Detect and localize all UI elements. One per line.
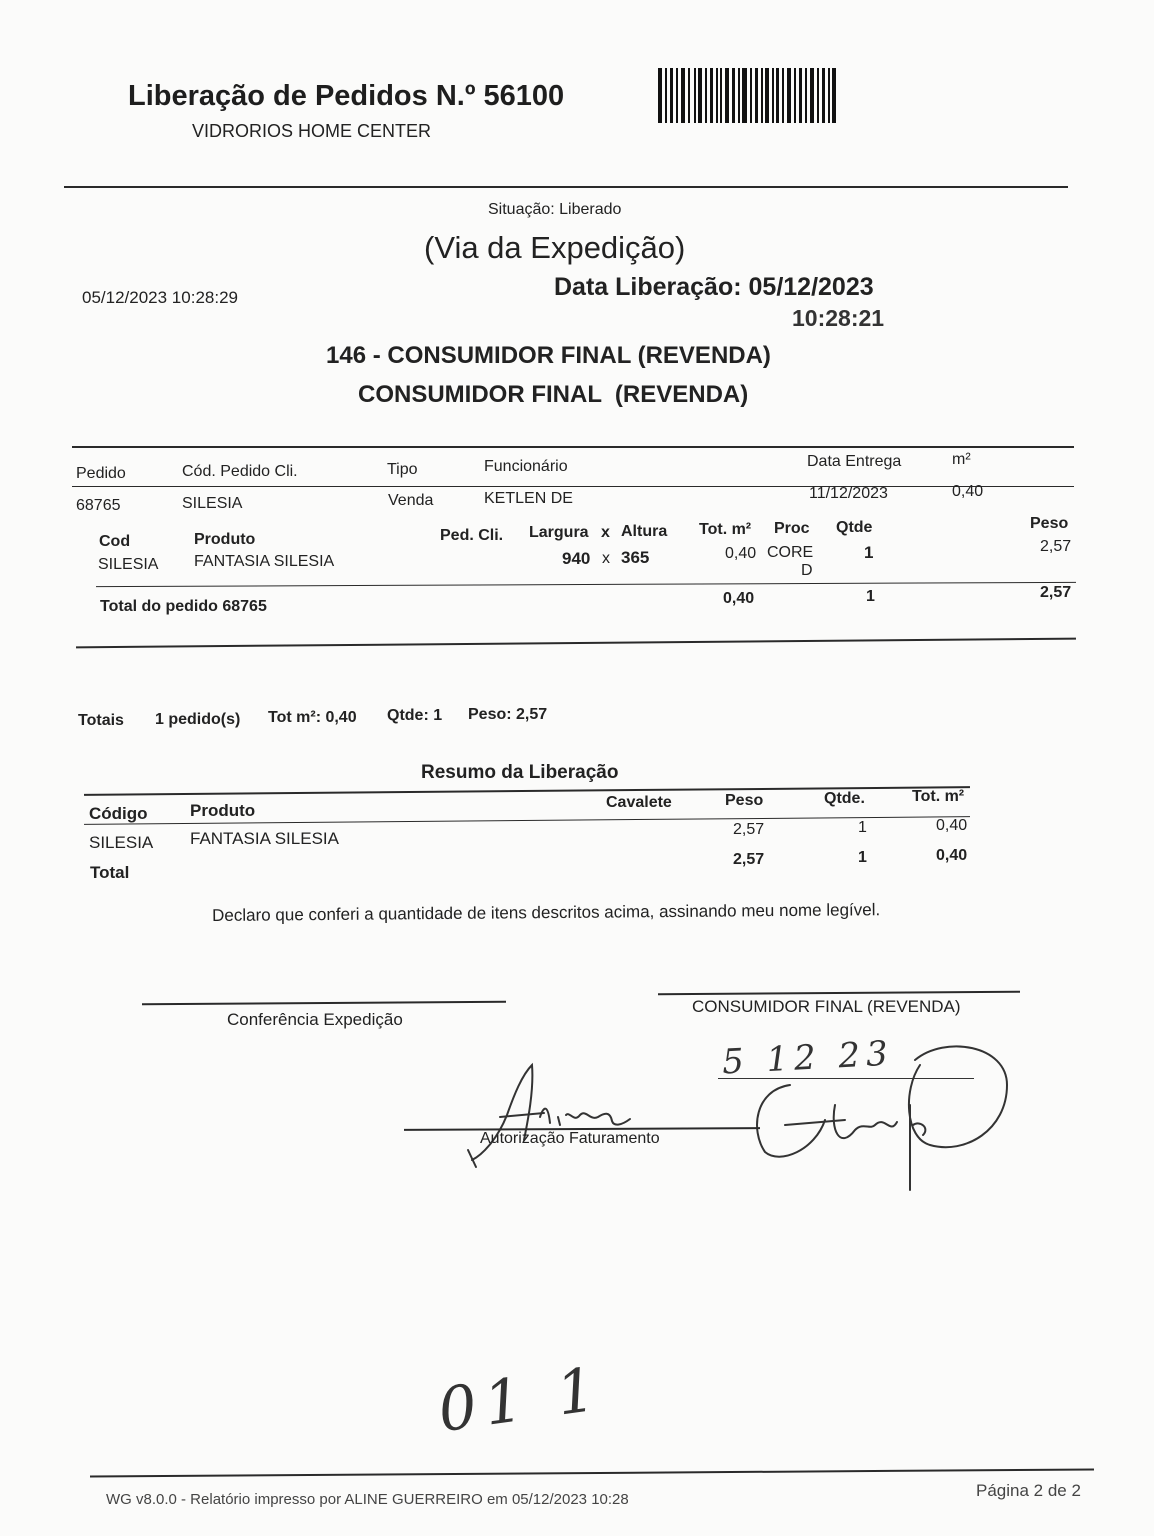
- item-header-tot-m2: Tot. m²: [699, 521, 752, 538]
- item-header-proc: Proc: [774, 520, 810, 537]
- col-label-tipo: Tipo: [387, 461, 418, 478]
- item-header-peso: Peso: [1030, 515, 1069, 532]
- handwritten-date: 5 12 23: [721, 1033, 895, 1083]
- order-value-cod-pedido-cli: SILESIA: [182, 495, 243, 512]
- totals-pedidos: 1 pedido(s): [155, 711, 241, 728]
- totals-tot-m2: Tot m²: 0,40: [268, 709, 357, 726]
- item-cod: SILESIA: [98, 556, 159, 573]
- item-x: x: [602, 550, 610, 567]
- summary-header-produto: Produto: [190, 801, 256, 820]
- order-value-pedido: 68765: [76, 497, 121, 514]
- col-label-funcionario: Funcionário: [484, 458, 568, 475]
- summary-header-qtde: Qtde.: [824, 790, 865, 807]
- customer-line-2: CONSUMIDOR FINAL (REVENDA): [358, 381, 749, 408]
- item-altura: 365: [621, 548, 650, 567]
- document-title: Liberação de Pedidos N.º 56100: [128, 80, 565, 112]
- header-divider: [64, 186, 1068, 188]
- summary-row-tot-m2: 0,40: [936, 817, 968, 834]
- order-total-qtde: 1: [866, 588, 875, 605]
- order-table-bottom-line: [76, 638, 1076, 649]
- summary-total-tot-m2: 0,40: [936, 847, 968, 864]
- item-header-qtde: Qtde: [836, 519, 873, 536]
- declaration-text: Declaro que conferi a quantidade de itens descritos acima, assinando meu nome legível.: [212, 900, 881, 925]
- order-value-m2: 0,40: [952, 483, 984, 500]
- summary-total-label: Total: [90, 863, 130, 882]
- summary-header-peso: Peso: [725, 792, 764, 809]
- footer-printed-by: WG v8.0.0 - Relatório impresso por ALINE GUERREIRO em 05/12/2023 10:28: [106, 1491, 629, 1508]
- order-value-data-entrega: 11/12/2023: [809, 485, 888, 502]
- item-proc-line-2: D: [801, 562, 813, 579]
- order-subtotal-line: [96, 582, 1076, 587]
- item-header-ped-cli: Ped. Cli.: [440, 527, 504, 544]
- totals-peso: Peso: 2,57: [468, 706, 548, 723]
- item-tot-m2: 0,40: [725, 545, 757, 562]
- print-timestamp: 05/12/2023 10:28:29: [82, 288, 238, 307]
- summary-row-codigo: SILESIA: [89, 833, 154, 852]
- release-date-label: Data Liberação:: [554, 273, 742, 301]
- summary-header-codigo: Código: [89, 804, 148, 823]
- summary-total-qtde: 1: [858, 849, 867, 866]
- signature-label-faturamento: Autorização Faturamento: [480, 1130, 660, 1147]
- totals-qtde: Qtde: 1: [387, 707, 443, 724]
- customer-signature-image: [745, 1030, 1015, 1195]
- release-time: 10:28:21: [792, 305, 885, 331]
- summary-total-peso: 2,57: [733, 851, 765, 868]
- summary-header-tot-m2: Tot. m²: [912, 788, 965, 805]
- order-table-top-line: [72, 446, 1074, 448]
- item-header-x: x: [601, 524, 610, 541]
- item-header-altura: Altura: [621, 523, 668, 540]
- item-header-cod: Cod: [99, 533, 131, 550]
- company-name: VIDRORIOS HOME CENTER: [192, 121, 432, 141]
- item-largura: 940: [562, 549, 591, 568]
- totals-label: Totais: [78, 712, 124, 729]
- footer-divider: [90, 1468, 1094, 1477]
- order-header-underline: [72, 486, 1074, 487]
- barcode-image: [658, 68, 836, 123]
- order-total-label: Total do pedido 68765: [100, 598, 267, 615]
- summary-row-qtde: 1: [858, 819, 867, 836]
- col-label-data-entrega: Data Entrega: [807, 453, 902, 470]
- copy-label: (Via da Expedição): [424, 230, 686, 265]
- signature-label-cliente: CONSUMIDOR FINAL (REVENDA): [692, 997, 961, 1016]
- item-header-largura: Largura: [529, 524, 589, 541]
- customer-line-1: 146 - CONSUMIDOR FINAL (REVENDA): [326, 342, 771, 369]
- authorization-signature-image: [462, 1055, 637, 1170]
- release-date-value: 05/12/2023: [748, 273, 874, 301]
- summary-title: Resumo da Liberação: [421, 762, 619, 783]
- signature-line-expedicao: [142, 1001, 506, 1006]
- order-value-funcionario: KETLEN DE: [484, 490, 573, 507]
- order-value-tipo: Venda: [388, 492, 434, 509]
- signature-line-cliente: [658, 991, 1020, 996]
- summary-row-peso: 2,57: [733, 821, 765, 838]
- item-proc-line-1: CORE: [767, 544, 814, 561]
- order-total-tot-m2: 0,40: [723, 590, 755, 607]
- col-label-m2: m²: [952, 451, 971, 468]
- summary-header-cavalete: Cavalete: [606, 794, 672, 811]
- item-header-produto: Produto: [194, 531, 256, 548]
- item-produto: FANTASIA SILESIA: [194, 553, 335, 570]
- handwritten-note: 01 1: [433, 1353, 608, 1447]
- release-date: [554, 273, 874, 302]
- signature-label-expedicao: Conferência Expedição: [227, 1010, 403, 1029]
- status-text: Situação: Liberado: [488, 201, 622, 218]
- col-label-pedido: Pedido: [76, 465, 126, 482]
- col-label-cod-pedido-cli: Cód. Pedido Cli.: [182, 463, 298, 480]
- item-peso: 2,57: [1040, 538, 1072, 555]
- item-qtde: 1: [864, 543, 874, 562]
- order-total-peso: 2,57: [1040, 584, 1072, 601]
- summary-row-produto: FANTASIA SILESIA: [190, 829, 339, 848]
- footer-page-number: Página 2 de 2: [976, 1481, 1081, 1500]
